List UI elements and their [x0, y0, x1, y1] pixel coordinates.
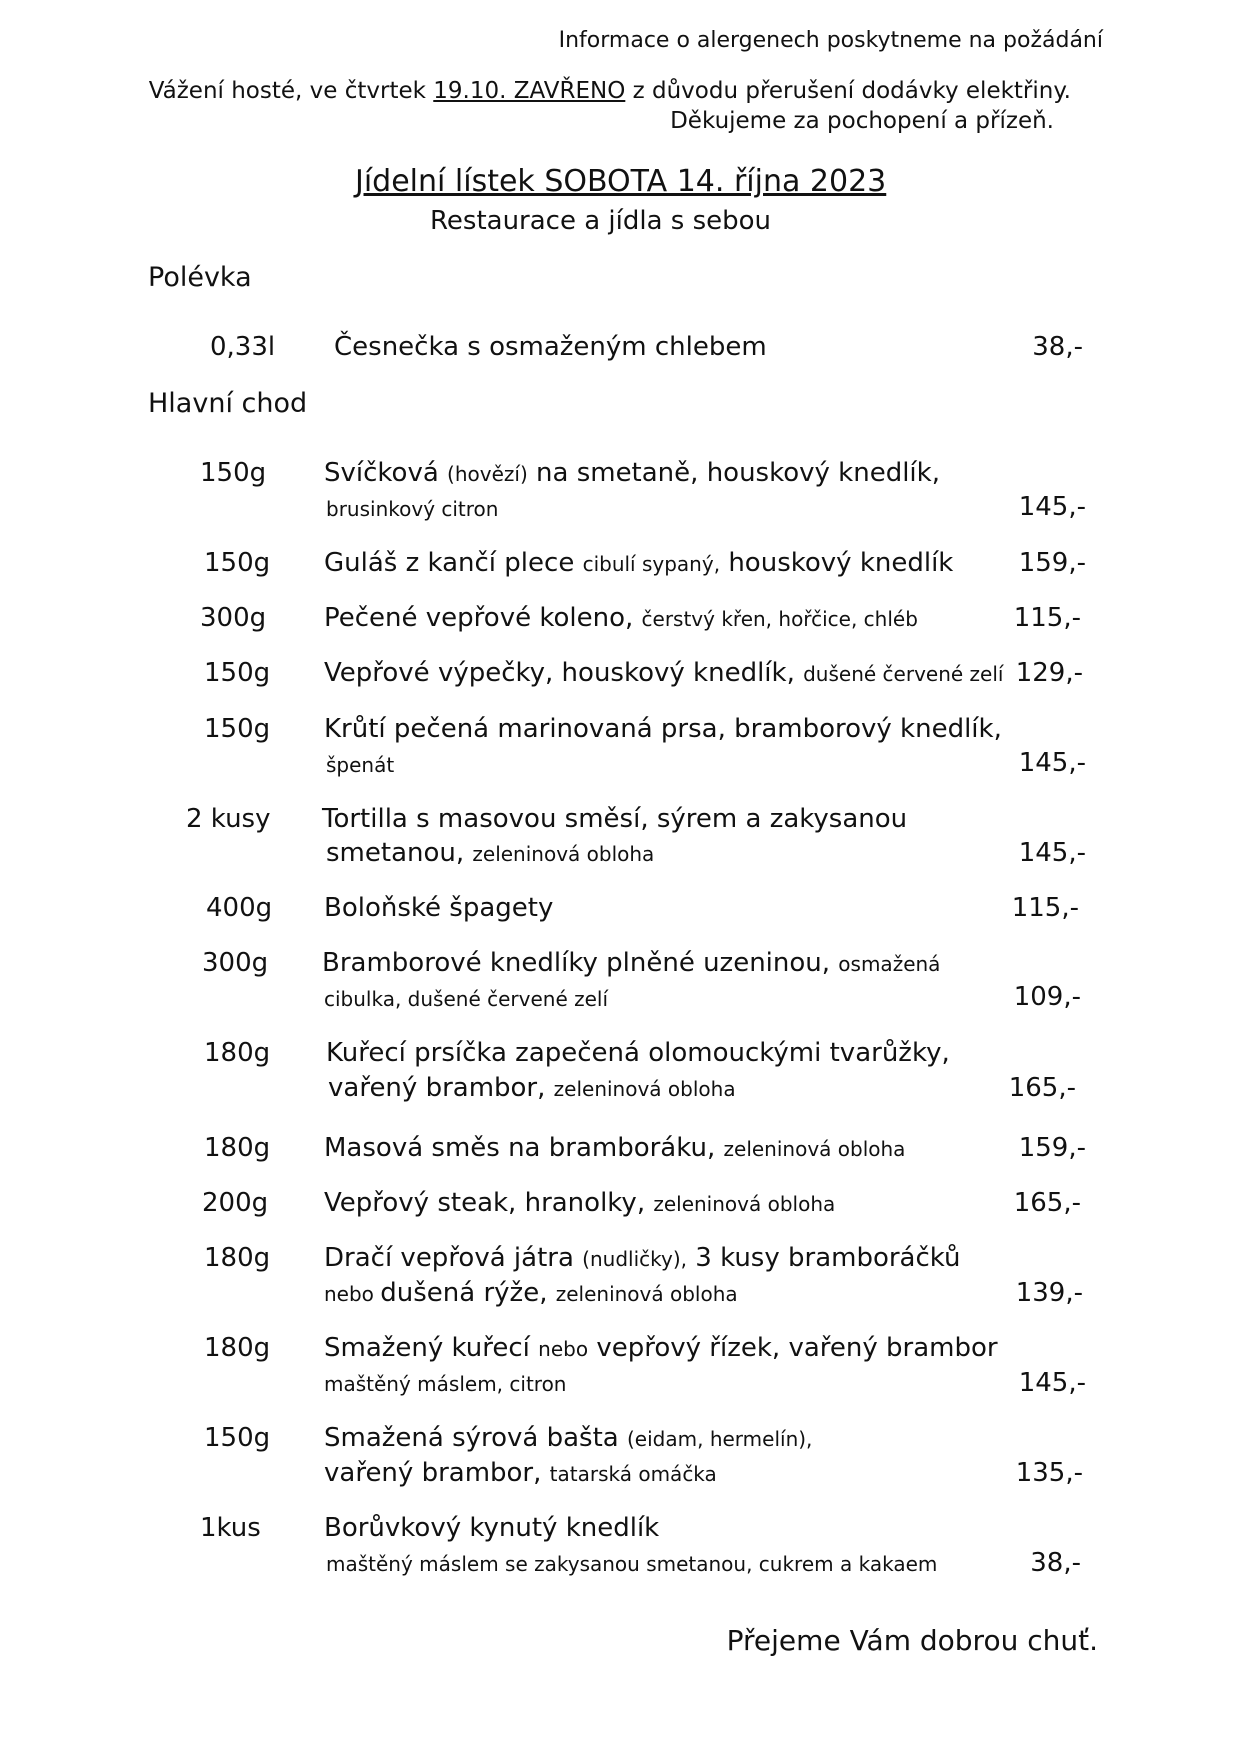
menu-subtitle: Restaurace a jídla s sebou	[430, 206, 772, 236]
dish-name: Borůvkový kynutý knedlík	[324, 1513, 660, 1543]
dish-portion: 180g	[204, 1243, 271, 1273]
dish-portion: 180g	[204, 1333, 271, 1363]
dish-name: Dračí vepřová játra (nudličky), 3 kusy bramboráčků	[324, 1243, 961, 1273]
closure-date: 19.10. ZAVŘENO	[433, 78, 626, 104]
dish-portion: 180g	[204, 1133, 271, 1163]
dish-price: 109,-	[1013, 982, 1081, 1012]
closure-prefix: Vážení hosté, ve čtvrtek	[148, 78, 434, 104]
dish-price: 115,-	[1013, 603, 1081, 633]
dish-name: Smažená sýrová bašta (eidam, hermelín),	[324, 1423, 813, 1453]
dish-portion: 150g	[204, 1423, 271, 1453]
dish-portion: 300g	[200, 603, 267, 633]
dish-name-continued: vařený brambor, zeleninová obloha	[328, 1073, 736, 1103]
closure-thanks: Děkujeme za pochopení a přízeň.	[670, 108, 1054, 134]
dish-price: 139,-	[1015, 1278, 1083, 1308]
dish-portion: 2 kusy	[186, 804, 271, 834]
closure-notice	[149, 78, 1071, 104]
dish-note: maštěný máslem se zakysanou smetanou, cukrem a kakaem	[326, 1552, 938, 1576]
dish-price: 159,-	[1018, 1133, 1086, 1163]
dish-name: Guláš z kančí plece cibulí sypaný, houskový knedlík	[324, 548, 954, 578]
closure-suffix: z důvodu přerušení dodávky elektřiny.	[625, 78, 1071, 104]
dish-portion: 150g	[204, 658, 271, 688]
dish-price: 165,-	[1008, 1073, 1076, 1103]
dish-name: Krůtí pečená marinovaná prsa, bramborový knedlík,	[324, 714, 1002, 744]
dish-name: Vepřové výpečky, houskový knedlík, dušené červené zelí	[324, 658, 1004, 688]
soup-portion: 0,33l	[210, 332, 276, 362]
dish-name: Tortilla s masovou směsí, sýrem a zakysanou	[322, 804, 908, 834]
dish-name-continued: smetanou, zeleninová obloha	[326, 838, 655, 868]
dish-name: Vepřový steak, hranolky, zeleninová obloha	[324, 1188, 836, 1218]
dish-price: 135,-	[1015, 1458, 1083, 1488]
dish-portion: 400g	[206, 893, 273, 923]
dish-note: maštěný máslem, citron	[324, 1372, 567, 1396]
dish-price: 145,-	[1018, 1368, 1086, 1398]
soup-price: 38,-	[1032, 332, 1083, 362]
dish-note: cibulka, dušené červené zelí	[324, 987, 609, 1011]
dish-price: 165,-	[1013, 1188, 1081, 1218]
dish-portion: 200g	[202, 1188, 269, 1218]
dish-name: Smažený kuřecí nebo vepřový řízek, vařený brambor	[324, 1333, 998, 1363]
dish-name: Svíčková (hovězí) na smetaně, houskový knedlík,	[324, 458, 940, 488]
dish-name: Boloňské špagety	[324, 893, 554, 923]
allergen-note: Informace o alergenech poskytneme na požádání	[558, 28, 1103, 53]
dish-portion: 150g	[200, 458, 267, 488]
dish-price: 145,-	[1018, 492, 1086, 522]
dish-name: Kuřecí prsíčka zapečená olomouckými tvarůžky,	[326, 1038, 950, 1068]
dish-name-continued: vařený brambor, tatarská omáčka	[324, 1458, 717, 1488]
dish-price: 38,-	[1030, 1548, 1081, 1578]
dish-price: 115,-	[1011, 893, 1079, 923]
dish-name: Pečené vepřové koleno, čerstvý křen, hořčice, chléb	[324, 603, 918, 633]
dish-name-continued: nebo dušená rýže, zeleninová obloha	[324, 1278, 738, 1308]
soup-name: Česnečka s osmaženým chlebem	[334, 332, 767, 362]
dish-portion: 1kus	[200, 1513, 261, 1543]
dish-price: 159,-	[1018, 548, 1086, 578]
dish-portion: 180g	[204, 1038, 271, 1068]
dish-note: špenát	[326, 753, 395, 777]
dish-price: 129,-	[1015, 658, 1083, 688]
dish-portion: 150g	[204, 548, 271, 578]
closing-wish: Přejeme Vám dobrou chuť.	[726, 1624, 1098, 1657]
main-course-heading: Hlavní chod	[148, 388, 308, 419]
dish-portion: 300g	[202, 948, 269, 978]
dish-price: 145,-	[1018, 748, 1086, 778]
dish-name: Masová směs na bramboráku, zeleninová obloha	[324, 1133, 906, 1163]
dish-price: 145,-	[1018, 838, 1086, 868]
soup-heading: Polévka	[148, 262, 252, 293]
dish-note: brusinkový citron	[326, 497, 499, 521]
dish-name: Bramborové knedlíky plněné uzeninou, osmažená	[322, 948, 941, 978]
dish-portion: 150g	[204, 714, 271, 744]
menu-title: Jídelní lístek SOBOTA 14. října 2023	[355, 164, 887, 199]
